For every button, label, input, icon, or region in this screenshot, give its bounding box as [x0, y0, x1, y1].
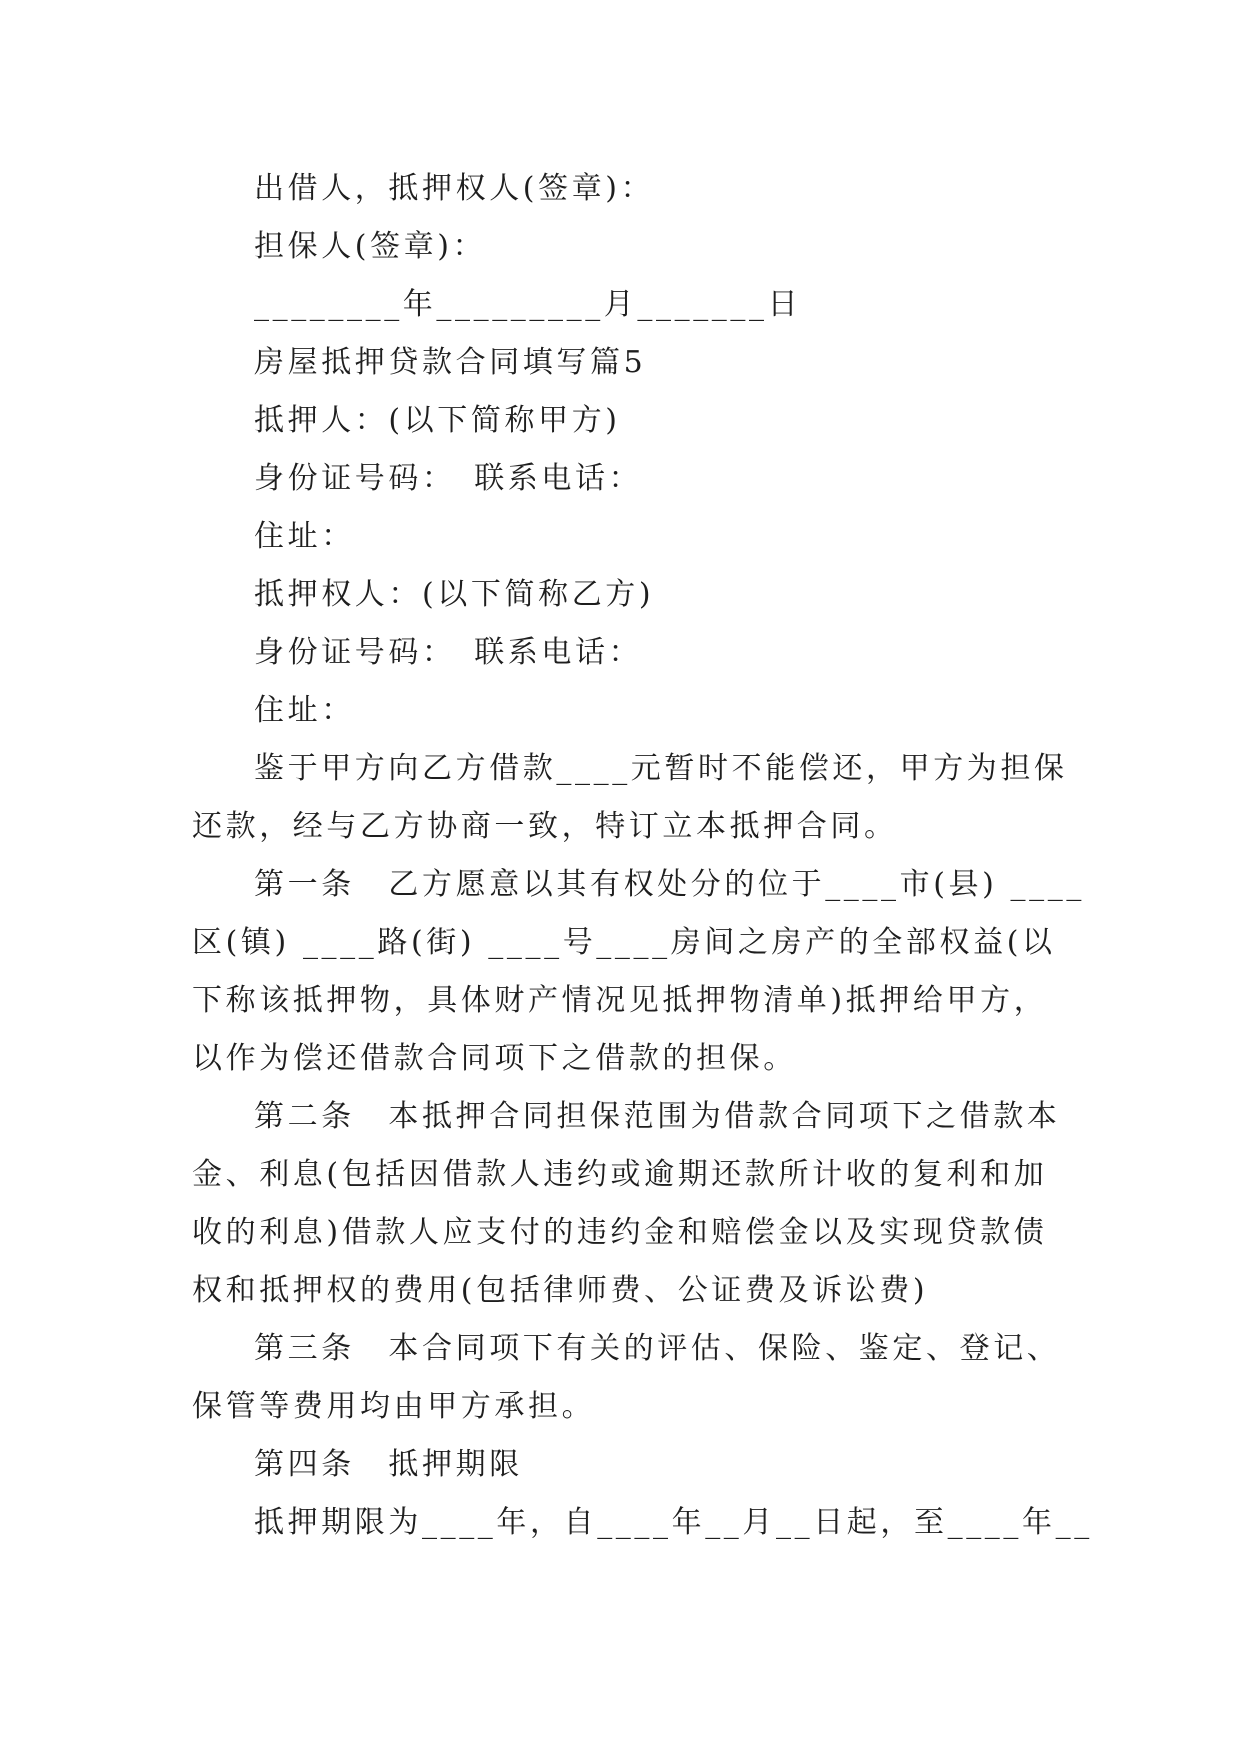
document-body	[192, 160, 1093, 1552]
paragraph-line: 权和抵押权的费用(包括律师费、公证费及诉讼费)	[192, 1273, 929, 1308]
paragraph-line-indented: 第二条 本抵押合同担保范围为借款合同项下之借款本	[254, 1099, 1061, 1134]
paragraph-line-indented: 鉴于甲方向乙方借款____元暂时不能偿还，甲方为担保	[254, 751, 1068, 786]
paragraph-line: 下称该抵押物，具体财产情况见抵押物清单)抵押给甲方，	[192, 983, 1048, 1018]
paragraph-line-indented: ________年_________月_______日	[254, 287, 802, 322]
paragraph-line-indented: 第四条 抵押期限	[254, 1447, 523, 1482]
paragraph-line-indented: 住址：	[254, 519, 355, 554]
paragraph-line: 以作为偿还借款合同项下之借款的担保。	[192, 1041, 797, 1076]
paragraph-line: 收的利息)借款人应支付的违约金和赔偿金以及实现贷款债	[192, 1215, 1048, 1250]
paragraph-line-indented: 房屋抵押贷款合同填写篇5	[254, 345, 647, 380]
paragraph-line-indented: 身份证号码： 联系电话：	[254, 635, 643, 670]
paragraph-line: 金、利息(包括因借款人违约或逾期还款所计收的复利和加	[192, 1157, 1048, 1192]
paragraph-line-indented: 第一条 乙方愿意以其有权处分的位于____市(县) ____	[254, 867, 1085, 902]
paragraph-line-indented: 抵押权人：(以下简称乙方)	[254, 577, 655, 612]
paragraph-line-indented: 出借人，抵押权人(签章)：	[254, 171, 655, 206]
paragraph-line-indented: 抵押期限为____年，自____年__月__日起，至____年__	[254, 1505, 1093, 1540]
paragraph-line: 区(镇) ____路(街) ____号____房间之房产的全部权益(以	[192, 925, 1056, 960]
paragraph-line-indented: 抵押人：(以下简称甲方)	[254, 403, 621, 438]
paragraph-line: 还款，经与乙方协商一致，特订立本抵押合同。	[192, 809, 898, 844]
paragraph-line-indented: 身份证号码： 联系电话：	[254, 461, 643, 496]
paragraph-line-indented: 担保人(签章)：	[254, 229, 487, 264]
paragraph-line-indented: 住址：	[254, 693, 355, 728]
paragraph-line: 保管等费用均由甲方承担。	[192, 1389, 596, 1424]
paragraph-line-indented: 第三条 本合同项下有关的评估、保险、鉴定、登记、	[254, 1331, 1061, 1366]
